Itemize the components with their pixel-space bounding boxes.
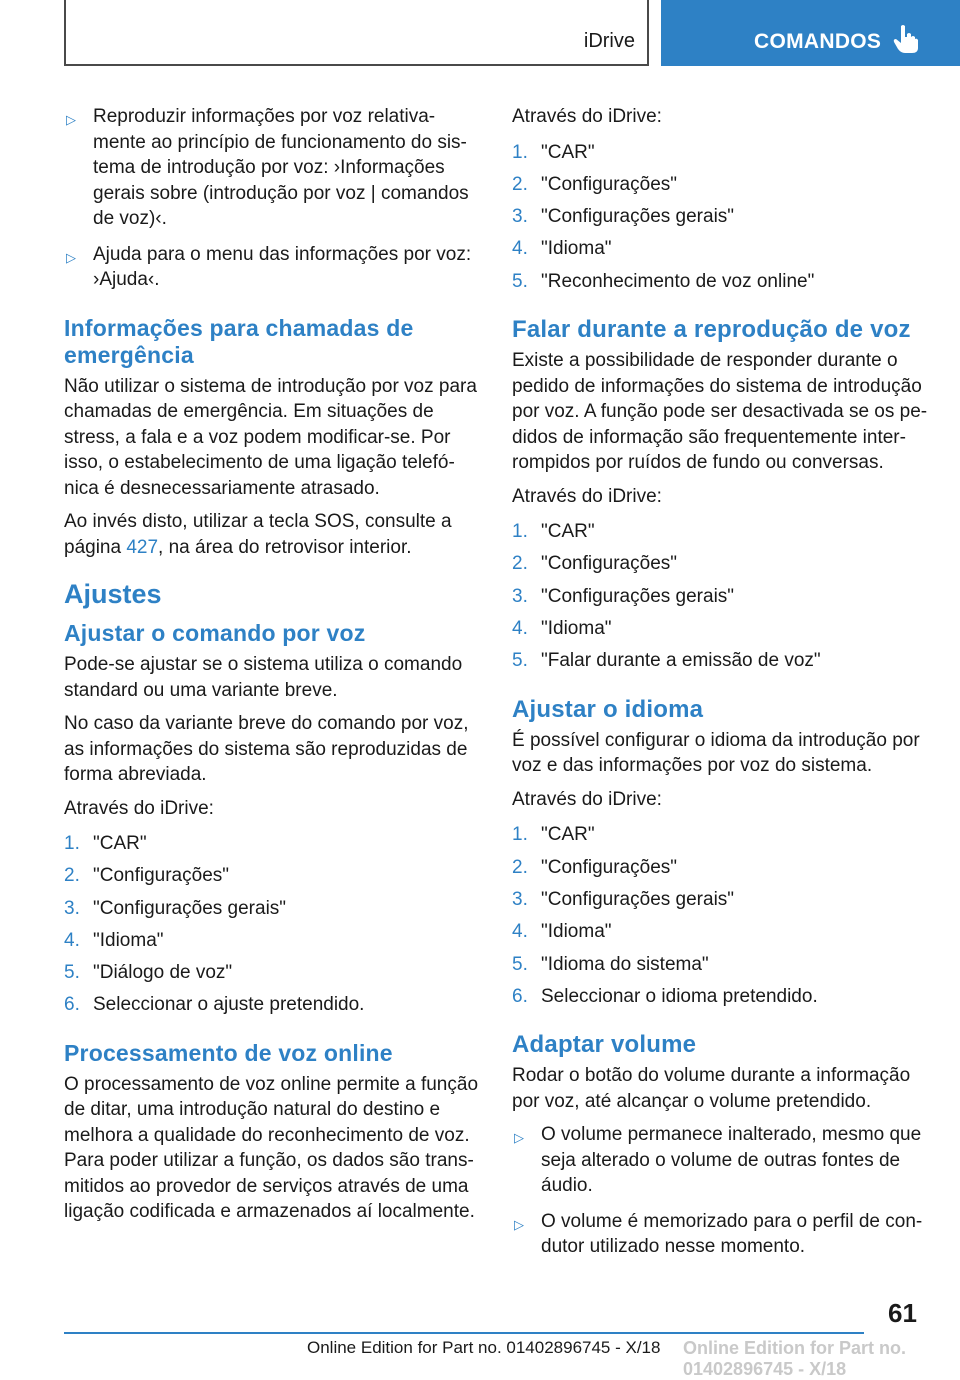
- step-item: 1. "CAR": [512, 141, 595, 163]
- online-recognition-steps: [512, 140, 930, 295]
- voice-command-paragraph-1: Pode-se ajustar se o sistema utiliza o comando standard ou uma variante breve.: [64, 654, 463, 701]
- via-idrive-text: Através do iDrive:: [64, 797, 214, 819]
- online-processing-heading: Processamento de voz online: [64, 1039, 393, 1066]
- step-item: 2. "Configurações": [512, 553, 678, 575]
- step-item: 4. "Idioma": [64, 929, 164, 951]
- triangle-bullet-icon: ▷: [66, 249, 76, 265]
- step-item: 4. "Idioma": [512, 921, 612, 943]
- right-column: [512, 104, 930, 1270]
- step-item: 4. "Idioma": [512, 618, 612, 640]
- step-item: 4. "Idioma": [512, 238, 612, 260]
- settings-heading: Ajustes: [64, 579, 162, 609]
- language-paragraph: É possível configurar o idioma da introdução por voz e das informações por voz do sistema.: [512, 729, 920, 777]
- list-item: ▷ O volume é memorizado para o perfil de con-dutor utilizado nesse momento.: [512, 1209, 930, 1260]
- via-idrive-text: Através do iDrive:: [512, 485, 662, 507]
- left-column: [64, 104, 482, 1233]
- speak-during-playback-steps: [512, 519, 930, 674]
- list-item: ▷ O volume permanece inalterado, mesmo que seja alterado o volume de outras fontes de áudio.: [512, 1122, 930, 1199]
- step-item: 5. "Diálogo de voz": [64, 962, 233, 984]
- volume-paragraph: Rodar o botão do volume durante a informação por voz, até alcançar o volume pretendido.: [512, 1065, 911, 1112]
- triangle-bullet-icon: ▷: [514, 1130, 524, 1146]
- chapter-tab: [661, 0, 960, 66]
- header-section-box: [64, 0, 649, 66]
- step-item: 2. "Configurações": [512, 173, 678, 195]
- step-item: 6. Seleccionar o ajuste pretendido.: [64, 994, 365, 1016]
- step-item: 3. "Configurações gerais": [512, 888, 735, 910]
- language-steps: [512, 822, 930, 1009]
- step-item: 5. "Reconhecimento de voz online": [512, 270, 815, 292]
- volume-heading: Adaptar volume: [512, 1031, 697, 1059]
- step-item: 5. "Idioma do sistema": [512, 953, 709, 975]
- step-item: 5. "Falar durante a emissão de voz": [512, 650, 821, 672]
- triangle-bullet-icon: ▷: [514, 1216, 524, 1232]
- section-title: iDrive: [583, 30, 635, 52]
- step-item: 1. "CAR": [512, 521, 595, 543]
- chapter-label: COMANDOS: [754, 30, 882, 53]
- page-link[interactable]: 427: [126, 536, 159, 558]
- voice-command-paragraph-2: No caso da variante breve do comando por voz, as informações do sistema são reproduzidas de forma abreviada.: [64, 713, 469, 785]
- voice-command-heading: Ajustar o comando por voz: [64, 620, 366, 646]
- step-item: 3. "Configurações gerais": [512, 206, 735, 228]
- speak-during-playback-heading: Falar durante a reprodução de voz: [512, 316, 911, 344]
- triangle-bullet-icon: ▷: [66, 112, 76, 127]
- step-item: 1. "CAR": [64, 833, 147, 854]
- step-item: 2. "Configurações": [64, 865, 230, 887]
- list-item: ▷ Reproduzir informações por voz relativa-mente ao princípio de funcionamento do sis-tema de introdução por voz: ›Informações gerais sobre (introdução por voz | comandos de voz)‹.: [64, 104, 482, 232]
- footer-divider: [64, 1332, 864, 1334]
- step-item: 3. "Configurações gerais": [512, 585, 735, 607]
- list-item: ▷ Ajuda para o menu das informações por voz: ›Ajuda‹.: [64, 242, 482, 293]
- watermark: Online Edition for Part no. 01402896745 - X/18: [683, 1338, 906, 1379]
- hand-pointer-icon: [893, 24, 919, 54]
- edition-text: Online Edition for Part no. 01402896745 - X/18: [307, 1338, 661, 1357]
- via-idrive-text: Através do iDrive:: [512, 106, 662, 127]
- language-heading: Ajustar o idioma: [512, 695, 704, 723]
- via-idrive-text: Através do iDrive:: [512, 788, 662, 810]
- page-number: 61: [888, 1298, 917, 1328]
- online-processing-paragraph: O processamento de voz online permite a função de ditar, uma introdução natural do destino e melhora a qualidade do reconhecimento de voz. Para poder utilizar a função, os dados são trans-mitidos ao provedor de serviços através de uma ligação codificada e armazenados aí localmente.: [64, 1073, 479, 1223]
- step-item: 6. Seleccionar o idioma pretendido.: [512, 985, 818, 1007]
- sos-paragraph: Ao invés disto, utilizar a tecla SOS, consulte a página 427, na área do retrovisor interior.: [64, 511, 452, 558]
- emergency-paragraph: Não utilizar o sistema de introdução por voz para chamadas de emergência. Em situações de stress, a fala e a voz podem modificar-se. Por isso, o estabelecimento de uma ligação telefó-nica é desnecessariamente atrasado.: [64, 375, 477, 499]
- speak-during-playback-paragraph: Existe a possibilidade de responder durante o pedido de informações do sistema de introdução por voz. A função pode ser desactivada se os pe-didos de informação são frequentemente inter-rompidos por ruídos de fundo ou conversas.: [512, 350, 928, 474]
- step-item: 2. "Configurações": [512, 856, 678, 878]
- emergency-heading: Informações para chamadas de emergência: [64, 314, 414, 368]
- step-item: 3. "Configurações gerais": [64, 897, 287, 919]
- voice-command-steps: [64, 831, 482, 1018]
- step-item: 1. "CAR": [512, 824, 595, 846]
